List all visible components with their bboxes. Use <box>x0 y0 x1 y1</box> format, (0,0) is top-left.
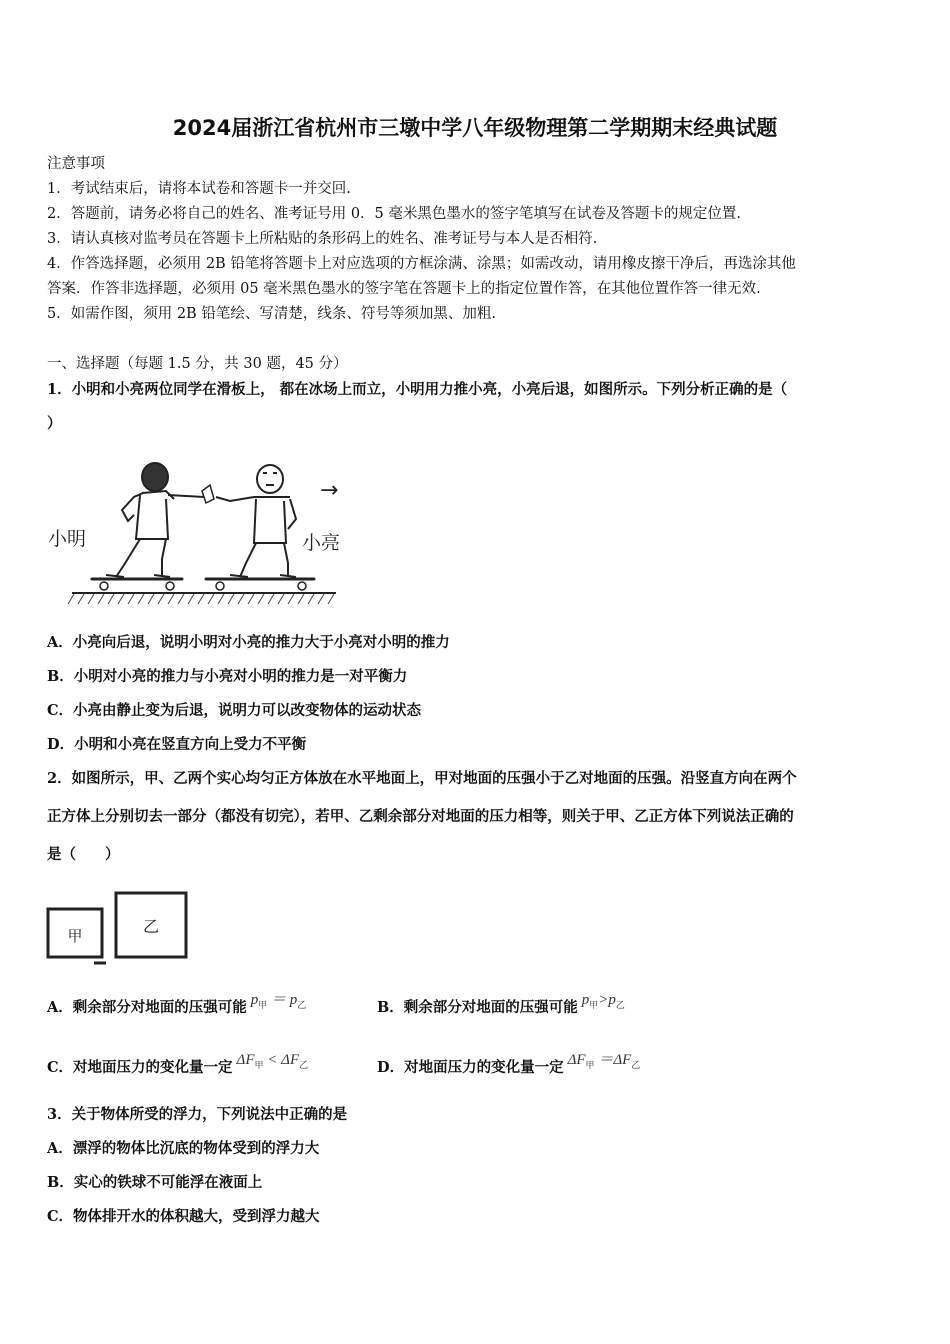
notice-item: 3．请认真核对监考员在答题卡上所粘贴的条形码上的姓名、准考证号与本人是否相符. <box>47 231 598 247</box>
question-1-stem: 1．小明和小亮两位同学在滑板上， 都在冰场上而立，小明用力推小亮，小亮后退，如图所示。下列分析正确的是（ <box>47 381 788 398</box>
cube-yi <box>116 893 186 957</box>
option-c: C．对地面压力的变化量一定 $\Delta F_甲 < \Delta F_乙$ <box>47 1052 309 1076</box>
notice-item: 5．如需作图，须用 2B 铅笔绘、写清楚，线条、符号等须加黑、加粗. <box>47 306 496 322</box>
skaters-figure <box>44 455 364 615</box>
cubes-figure <box>44 885 194 970</box>
notice-item: 4．作答选择题，必须用 2B 铅笔将答题卡上对应选项的方框涂满、涂黑；如需改动，请用橡皮擦干净后，再选涂其他 <box>47 256 796 272</box>
option-b: B．剩余部分对地面的压强可能 $p_甲>p_乙$ <box>377 992 625 1016</box>
notice-item: 2．答题前，请务必将自己的姓名、准考证号用 0．5 毫米黑色墨水的签字笔填写在试卷及答题卡的规定位置. <box>47 206 741 222</box>
label-xiaoming: 小明 <box>48 528 87 550</box>
cube-jia <box>48 909 102 957</box>
notice-item: 1．考试结束后，请将本试卷和答题卡一并交回. <box>47 181 351 197</box>
option-b: B．小明对小亮的推力与小亮对小明的推力是一对平衡力 <box>47 668 408 685</box>
skateboard-right <box>206 579 314 590</box>
question-3-stem: 3．关于物体所受的浮力，下列说法中正确的是 <box>47 1106 348 1123</box>
option-d: D．对地面压力的变化量一定 $\Delta F_甲 =\Delta F_乙$ <box>377 1052 641 1076</box>
option-c: C．物体排开水的体积越大，受到浮力越大 <box>47 1208 320 1225</box>
option-a: A．剩余部分对地面的压强可能 $p_甲 = p_乙$ <box>47 992 307 1016</box>
option-d: D．小明和小亮在竖直方向上受力不平衡 <box>47 736 307 753</box>
xiaoliang-figure <box>216 465 296 577</box>
option-c: C．小亮由静止变为后退，说明力可以改变物体的运动状态 <box>47 702 422 719</box>
page-title: 2024届浙江省杭州市三墩中学八年级物理第二学期期末经典试题 <box>172 116 778 140</box>
label-yi: 乙 <box>142 917 160 936</box>
label-jia: 甲 <box>67 927 83 945</box>
skateboard-left <box>92 579 182 590</box>
option-b: B．实心的铁球不可能浮在液面上 <box>47 1174 263 1191</box>
question-2-stem-end: 是（ ） <box>47 846 120 863</box>
option-a: A．漂浮的物体比沉底的物体受到的浮力大 <box>47 1140 320 1157</box>
xiaoming-figure <box>106 463 208 577</box>
direction-arrow-icon: → <box>320 478 339 503</box>
question-2-stem: 2．如图所示，甲、乙两个实心均匀正方体放在水平地面上，甲对地面的压强小于乙对地面的压强。沿竖直方向在两个 <box>47 770 797 787</box>
notice-heading: 注意事项 <box>47 156 105 172</box>
notice-item: 答案．作答非选择题，必须用 05 毫米黑色墨水的签字笔在答题卡上的指定位置作答，在其他位置作答一律无效. <box>47 281 761 297</box>
section-heading: 一、选择题（每题 1.5 分，共 30 题，45 分） <box>47 356 348 372</box>
option-a: A．小亮向后退，说明小明对小亮的推力大于小亮对小明的推力 <box>47 634 450 651</box>
question-1-stem-end: ） <box>47 415 62 432</box>
label-xiaoliang: 小亮 <box>302 532 341 554</box>
question-2-stem: 正方体上分别切去一部分（都没有切完），若甲、乙剩余部分对地面的压力相等，则关于甲、乙正方体下列说法正确的 <box>47 808 794 825</box>
